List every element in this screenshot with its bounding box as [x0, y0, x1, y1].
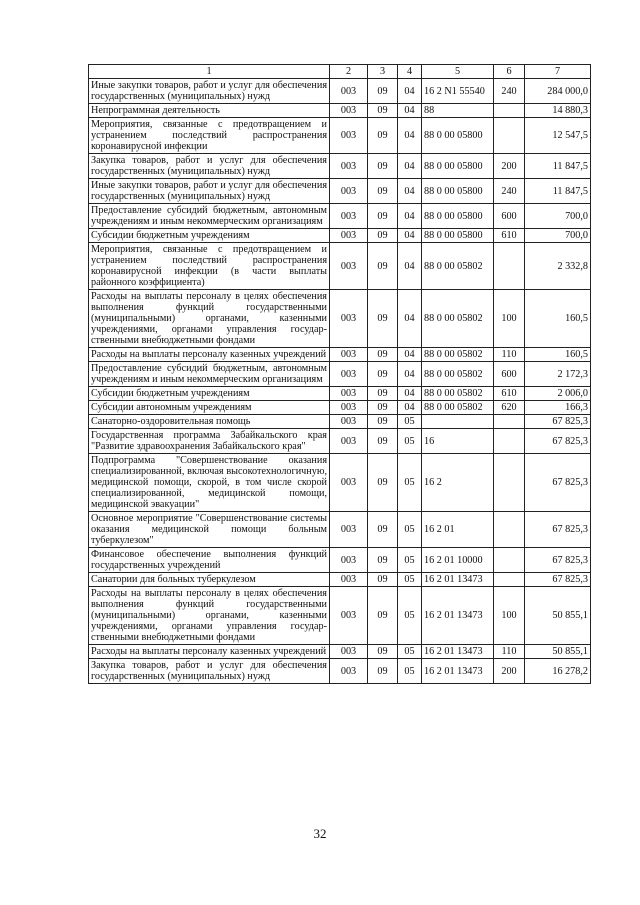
- cell-section: 09: [368, 290, 398, 348]
- page-number: 32: [313, 826, 327, 841]
- table-row: [89, 573, 591, 587]
- cell-target-code: 16 2 N1 55540: [422, 79, 494, 104]
- cell-admin-code: 003: [330, 79, 368, 104]
- cell-target-code: 16 2 01 13473: [422, 573, 494, 587]
- cell-subsection: 05: [398, 573, 422, 587]
- cell-target-code: 88 0 00 05802: [422, 243, 494, 290]
- cell-subsection: 05: [398, 429, 422, 454]
- table-row: [89, 290, 591, 348]
- cell-section: 09: [368, 104, 398, 118]
- header-col-3: 3: [368, 65, 398, 79]
- cell-section: 09: [368, 118, 398, 154]
- cell-target-code: 88: [422, 104, 494, 118]
- cell-subsection: 05: [398, 645, 422, 659]
- cell-subsection: 04: [398, 104, 422, 118]
- cell-expense-type: 200: [494, 659, 525, 684]
- cell-expense-type: [494, 415, 525, 429]
- cell-amount: 67 825,3: [525, 548, 591, 573]
- cell-expense-type: 100: [494, 290, 525, 348]
- cell-amount: 12 547,5: [525, 118, 591, 154]
- cell-name: Субсидии бюджетным учреждениям: [89, 229, 330, 243]
- header-row: [89, 65, 591, 79]
- table-row: [89, 659, 591, 684]
- cell-name: Закупка товаров, работ и услуг для обеспечения государственных (муниципальных) нужд: [89, 154, 330, 179]
- cell-target-code: 88 0 00 05800: [422, 154, 494, 179]
- header-col-2: 2: [330, 65, 368, 79]
- cell-amount: 2 172,3: [525, 362, 591, 387]
- cell-target-code: 16 2 01 13473: [422, 659, 494, 684]
- cell-section: 09: [368, 415, 398, 429]
- cell-name: Непрограммная деятельность: [89, 104, 330, 118]
- cell-subsection: 04: [398, 348, 422, 362]
- cell-amount: 67 825,3: [525, 512, 591, 548]
- cell-amount: 700,0: [525, 204, 591, 229]
- cell-target-code: 88 0 00 05802: [422, 362, 494, 387]
- cell-admin-code: 003: [330, 454, 368, 512]
- cell-amount: 50 855,1: [525, 587, 591, 645]
- cell-target-code: [422, 415, 494, 429]
- table-row: [89, 548, 591, 573]
- table-row: [89, 243, 591, 290]
- cell-target-code: 88 0 00 05802: [422, 348, 494, 362]
- cell-amount: 166,3: [525, 401, 591, 415]
- cell-admin-code: 003: [330, 587, 368, 645]
- cell-subsection: 04: [398, 79, 422, 104]
- cell-admin-code: 003: [330, 387, 368, 401]
- cell-target-code: 16 2: [422, 454, 494, 512]
- cell-section: 09: [368, 79, 398, 104]
- header-col-4: 4: [398, 65, 422, 79]
- cell-section: 09: [368, 512, 398, 548]
- cell-section: 09: [368, 204, 398, 229]
- cell-section: 09: [368, 179, 398, 204]
- cell-subsection: 04: [398, 362, 422, 387]
- cell-amount: 160,5: [525, 348, 591, 362]
- table-row: [89, 387, 591, 401]
- table-row: [89, 229, 591, 243]
- cell-section: 09: [368, 548, 398, 573]
- cell-subsection: 05: [398, 415, 422, 429]
- table-row: [89, 429, 591, 454]
- cell-subsection: 05: [398, 454, 422, 512]
- table-row: [89, 587, 591, 645]
- table-row: [89, 79, 591, 104]
- cell-amount: 160,5: [525, 290, 591, 348]
- cell-subsection: 04: [398, 154, 422, 179]
- cell-admin-code: 003: [330, 348, 368, 362]
- cell-target-code: 88 0 00 05800: [422, 204, 494, 229]
- cell-expense-type: 610: [494, 387, 525, 401]
- table-row: [89, 154, 591, 179]
- cell-subsection: 04: [398, 118, 422, 154]
- cell-name: Санатории для больных туберкулезом: [89, 573, 330, 587]
- cell-name: Санаторно-оздоровительная помощь: [89, 415, 330, 429]
- cell-admin-code: 003: [330, 290, 368, 348]
- cell-expense-type: [494, 512, 525, 548]
- cell-target-code: 88 0 00 05800: [422, 118, 494, 154]
- cell-section: 09: [368, 401, 398, 415]
- cell-target-code: 16: [422, 429, 494, 454]
- table-row: [89, 179, 591, 204]
- budget-table: [88, 64, 591, 684]
- cell-expense-type: 620: [494, 401, 525, 415]
- cell-subsection: 04: [398, 229, 422, 243]
- cell-section: 09: [368, 243, 398, 290]
- table-row: [89, 512, 591, 548]
- cell-expense-type: 110: [494, 348, 525, 362]
- cell-admin-code: 003: [330, 229, 368, 243]
- header-col-6: 6: [494, 65, 525, 79]
- cell-expense-type: 600: [494, 362, 525, 387]
- cell-name: Предоставление субсидий бюджетным, автономным учреждениям и иным некоммерческим организациям: [89, 362, 330, 387]
- cell-admin-code: 003: [330, 645, 368, 659]
- cell-target-code: 88 0 00 05802: [422, 387, 494, 401]
- cell-name: Расходы на выплаты персоналу в целях обеспечения выполнения функций государственными (муниципальными) органами, казенными учреждениями, органами управления государственными внебюджетными фондами: [89, 587, 330, 645]
- cell-name: Расходы на выплаты персоналу казенных учреждений: [89, 645, 330, 659]
- cell-amount: 11 847,5: [525, 179, 591, 204]
- cell-section: 09: [368, 348, 398, 362]
- cell-name: Государственная программа Забайкальского края "Развитие здравоохранения Забайкальского края": [89, 429, 330, 454]
- header-col-1: 1: [89, 65, 330, 79]
- cell-amount: 284 000,0: [525, 79, 591, 104]
- cell-expense-type: [494, 548, 525, 573]
- cell-name: Субсидии автономным учреждениям: [89, 401, 330, 415]
- cell-name: Иные закупки товаров, работ и услуг для обеспечения государственных (муниципальных) нужд: [89, 79, 330, 104]
- cell-expense-type: 240: [494, 79, 525, 104]
- cell-expense-type: [494, 104, 525, 118]
- cell-admin-code: 003: [330, 243, 368, 290]
- cell-admin-code: 003: [330, 104, 368, 118]
- cell-amount: 14 880,3: [525, 104, 591, 118]
- cell-section: 09: [368, 645, 398, 659]
- cell-admin-code: 003: [330, 415, 368, 429]
- cell-section: 09: [368, 573, 398, 587]
- cell-amount: 50 855,1: [525, 645, 591, 659]
- cell-subsection: 05: [398, 548, 422, 573]
- cell-subsection: 04: [398, 204, 422, 229]
- cell-target-code: 16 2 01 10000: [422, 548, 494, 573]
- cell-subsection: 04: [398, 179, 422, 204]
- cell-section: 09: [368, 587, 398, 645]
- table-row: [89, 415, 591, 429]
- cell-admin-code: 003: [330, 204, 368, 229]
- cell-name: Основное мероприятие "Совершенствование системы оказания медицинской помощи больным туберкулезом": [89, 512, 330, 548]
- cell-expense-type: 110: [494, 645, 525, 659]
- cell-expense-type: 610: [494, 229, 525, 243]
- cell-amount: 11 847,5: [525, 154, 591, 179]
- cell-expense-type: 600: [494, 204, 525, 229]
- table-body: [89, 79, 591, 684]
- cell-section: 09: [368, 429, 398, 454]
- cell-admin-code: 003: [330, 179, 368, 204]
- cell-target-code: 88 0 00 05800: [422, 179, 494, 204]
- cell-name: Субсидии бюджетным учреждениям: [89, 387, 330, 401]
- cell-amount: 700,0: [525, 229, 591, 243]
- cell-expense-type: 100: [494, 587, 525, 645]
- cell-target-code: 16 2 01 13473: [422, 587, 494, 645]
- cell-subsection: 04: [398, 387, 422, 401]
- cell-admin-code: 003: [330, 512, 368, 548]
- table-row: [89, 454, 591, 512]
- cell-subsection: 05: [398, 659, 422, 684]
- cell-name: Предоставление субсидий бюджетным, автономным учреждениям и иным некоммерческим организациям: [89, 204, 330, 229]
- cell-admin-code: 003: [330, 362, 368, 387]
- cell-amount: 67 825,3: [525, 429, 591, 454]
- table-row: [89, 348, 591, 362]
- cell-name: Мероприятия, связанные с предотвращением и устранением последствий распространения коронавирусной инфекции (в части выплаты районного коэффициента): [89, 243, 330, 290]
- cell-admin-code: 003: [330, 118, 368, 154]
- cell-section: 09: [368, 362, 398, 387]
- cell-admin-code: 003: [330, 573, 368, 587]
- cell-amount: 67 825,3: [525, 415, 591, 429]
- header-col-7: 7: [525, 65, 591, 79]
- cell-target-code: 88 0 00 05800: [422, 229, 494, 243]
- cell-target-code: 88 0 00 05802: [422, 290, 494, 348]
- cell-amount: 2 332,8: [525, 243, 591, 290]
- cell-expense-type: [494, 573, 525, 587]
- cell-expense-type: [494, 454, 525, 512]
- cell-amount: 67 825,3: [525, 573, 591, 587]
- cell-admin-code: 003: [330, 548, 368, 573]
- cell-section: 09: [368, 659, 398, 684]
- table-row: [89, 362, 591, 387]
- cell-amount: 2 006,0: [525, 387, 591, 401]
- cell-target-code: 16 2 01: [422, 512, 494, 548]
- cell-amount: 67 825,3: [525, 454, 591, 512]
- cell-section: 09: [368, 387, 398, 401]
- cell-name: Иные закупки товаров, работ и услуг для обеспечения государственных (муниципальных) нужд: [89, 179, 330, 204]
- cell-admin-code: 003: [330, 401, 368, 415]
- cell-name: Расходы на выплаты персоналу казенных учреждений: [89, 348, 330, 362]
- table-header: [89, 65, 591, 79]
- cell-admin-code: 003: [330, 429, 368, 454]
- cell-section: 09: [368, 454, 398, 512]
- cell-expense-type: 200: [494, 154, 525, 179]
- cell-target-code: 16 2 01 13473: [422, 645, 494, 659]
- cell-admin-code: 003: [330, 154, 368, 179]
- cell-amount: 16 278,2: [525, 659, 591, 684]
- cell-expense-type: 240: [494, 179, 525, 204]
- table-row: [89, 204, 591, 229]
- cell-name: Подпрограмма "Совершенствование оказания специализированной, включая высокотехнологичную, медицинской помощи, скорой, в том числе скорой специализированной, медицинской помощи, медицинской эвакуации": [89, 454, 330, 512]
- cell-expense-type: [494, 243, 525, 290]
- cell-subsection: 04: [398, 243, 422, 290]
- cell-section: 09: [368, 229, 398, 243]
- table-row: [89, 401, 591, 415]
- table-row: [89, 118, 591, 154]
- cell-expense-type: [494, 429, 525, 454]
- table-row: [89, 645, 591, 659]
- cell-name: Мероприятия, связанные с предотвращением и устранением последствий распространения коронавирусной инфекции: [89, 118, 330, 154]
- cell-subsection: 05: [398, 512, 422, 548]
- cell-target-code: 88 0 00 05802: [422, 401, 494, 415]
- cell-subsection: 04: [398, 290, 422, 348]
- cell-subsection: 05: [398, 587, 422, 645]
- table-row: [89, 104, 591, 118]
- header-col-5: 5: [422, 65, 494, 79]
- cell-name: Финансовое обеспечение выполнения функций государственных учреждений: [89, 548, 330, 573]
- cell-expense-type: [494, 118, 525, 154]
- cell-section: 09: [368, 154, 398, 179]
- cell-name: Закупка товаров, работ и услуг для обеспечения государственных (муниципальных) нужд: [89, 659, 330, 684]
- cell-subsection: 04: [398, 401, 422, 415]
- cell-admin-code: 003: [330, 659, 368, 684]
- cell-name: Расходы на выплаты персоналу в целях обеспечения выполнения функций государственными (муниципальными) органами, казенными учреждениями, органами управления государственными внебюджетными фондами: [89, 290, 330, 348]
